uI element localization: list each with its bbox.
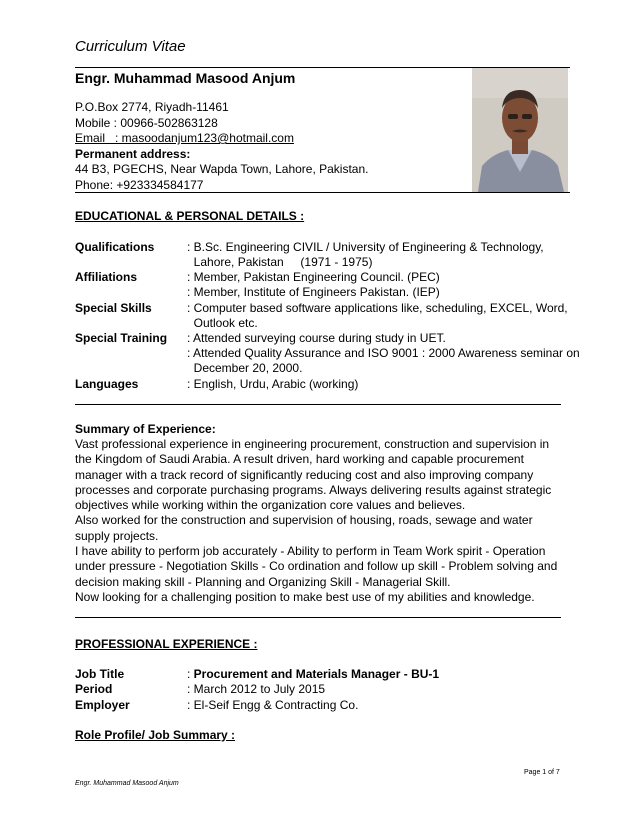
summary-paragraph-3: I have ability to perform job accurately - Ability to perform in Team Work spirit - Operation under pressure - Negotiation Skills - Co ordination and follow up skill - Problem solving and decision making skill - Planning and Organizing Skill - Managerial Skill. bbox=[75, 544, 558, 589]
affiliations-label: Affiliations bbox=[75, 270, 137, 284]
address: 44 B3, PGECHS, Near Wapda Town, Lahore, Pakistan. bbox=[75, 162, 369, 176]
summary-paragraph-1: Vast professional experience in engineering procurement, construction and supervision in the Kingdom of Saudi Arabia. A result driven, hard working and capable procurement manager with a track record of significantly reducing cost and also improving company processes and corporate purchasing programs. Always delivering results against strategic objectives while working within the organization core values and believes. bbox=[75, 437, 552, 513]
languages-label: Languages bbox=[75, 377, 139, 391]
permanent-address-label: Permanent address: bbox=[75, 146, 191, 161]
job-title-text: Procurement and Materials Manager - BU-1 bbox=[193, 667, 440, 681]
special-training-line-1: : Attended surveying course during study in UET. bbox=[187, 331, 446, 345]
period-label: Period bbox=[75, 682, 113, 696]
summary-text bbox=[75, 437, 565, 605]
affiliations-line-2: : Member, Institute of Engineers Pakistan. (IEP) bbox=[187, 285, 440, 299]
edu-section-heading: EDUCATIONAL & PERSONAL DETAILS : bbox=[75, 209, 305, 223]
email-label: Email bbox=[75, 131, 106, 145]
employer-value: : El-Seif Engg & Contracting Co. bbox=[187, 698, 359, 712]
applicant-photo bbox=[472, 68, 568, 192]
special-training-label: Special Training bbox=[75, 331, 168, 345]
special-training-line-2: : Attended Quality Assurance and ISO 9001 : 2000 Awareness seminar on bbox=[187, 346, 580, 360]
special-skills-label: Special Skills bbox=[75, 301, 152, 315]
period-value: : March 2012 to July 2015 bbox=[187, 682, 326, 696]
applicant-name: Engr. Muhammad Masood Anjum bbox=[75, 70, 296, 86]
mobile: Mobile : 00966-502863128 bbox=[75, 115, 218, 130]
affiliations-line-1: : Member, Pakistan Engineering Council. (PEC) bbox=[187, 270, 440, 284]
qualifications-line-2: Lahore, Pakistan (1971 - 1975) bbox=[187, 255, 373, 269]
contact-block bbox=[75, 100, 368, 193]
email-link[interactable]: : masoodanjum123@hotmail.com bbox=[105, 131, 294, 145]
po-box: P.O.Box 2774, Riyadh-11461 bbox=[75, 100, 229, 114]
qualifications-line-1: : B.Sc. Engineering CIVIL / University of Engineering & Technology, bbox=[187, 240, 544, 254]
email-line bbox=[75, 131, 368, 147]
job-title-label: Job Title bbox=[75, 667, 125, 681]
page-number: Page 1 of 7 bbox=[524, 769, 560, 776]
special-training-line-3: December 20, 2000. bbox=[187, 361, 303, 375]
document-title: Curriculum Vitae bbox=[75, 38, 186, 55]
experience-section-heading: PROFESSIONAL EXPERIENCE : bbox=[75, 637, 258, 651]
languages-value: : English, Urdu, Arabic (working) bbox=[187, 377, 359, 391]
summary-paragraph-2: Also worked for the construction and supervision of housing, roads, sewage and water supply projects. bbox=[75, 513, 533, 543]
job-title-prefix: : bbox=[187, 667, 194, 681]
special-skills-line-1: : Computer based software applications like, scheduling, EXCEL, Word, bbox=[187, 301, 568, 315]
portrait-image bbox=[472, 68, 568, 192]
phone: Phone: +923334584177 bbox=[75, 177, 204, 192]
job-title-value bbox=[187, 667, 439, 681]
section-divider-2 bbox=[75, 617, 561, 618]
role-profile-heading: Role Profile/ Job Summary : bbox=[75, 728, 236, 742]
employer-label: Employer bbox=[75, 698, 130, 712]
qualifications-label: Qualifications bbox=[75, 240, 155, 254]
summary-paragraph-4: Now looking for a challenging position to make best use of my abilities and knowledge. bbox=[75, 589, 535, 604]
header-bottom-rule bbox=[75, 192, 570, 193]
section-divider-1 bbox=[75, 404, 561, 405]
footer-name: Engr. Muhammad Masood Anjum bbox=[75, 780, 179, 787]
summary-title: Summary of Experience: bbox=[75, 422, 216, 436]
special-skills-line-2: Outlook etc. bbox=[187, 316, 258, 330]
